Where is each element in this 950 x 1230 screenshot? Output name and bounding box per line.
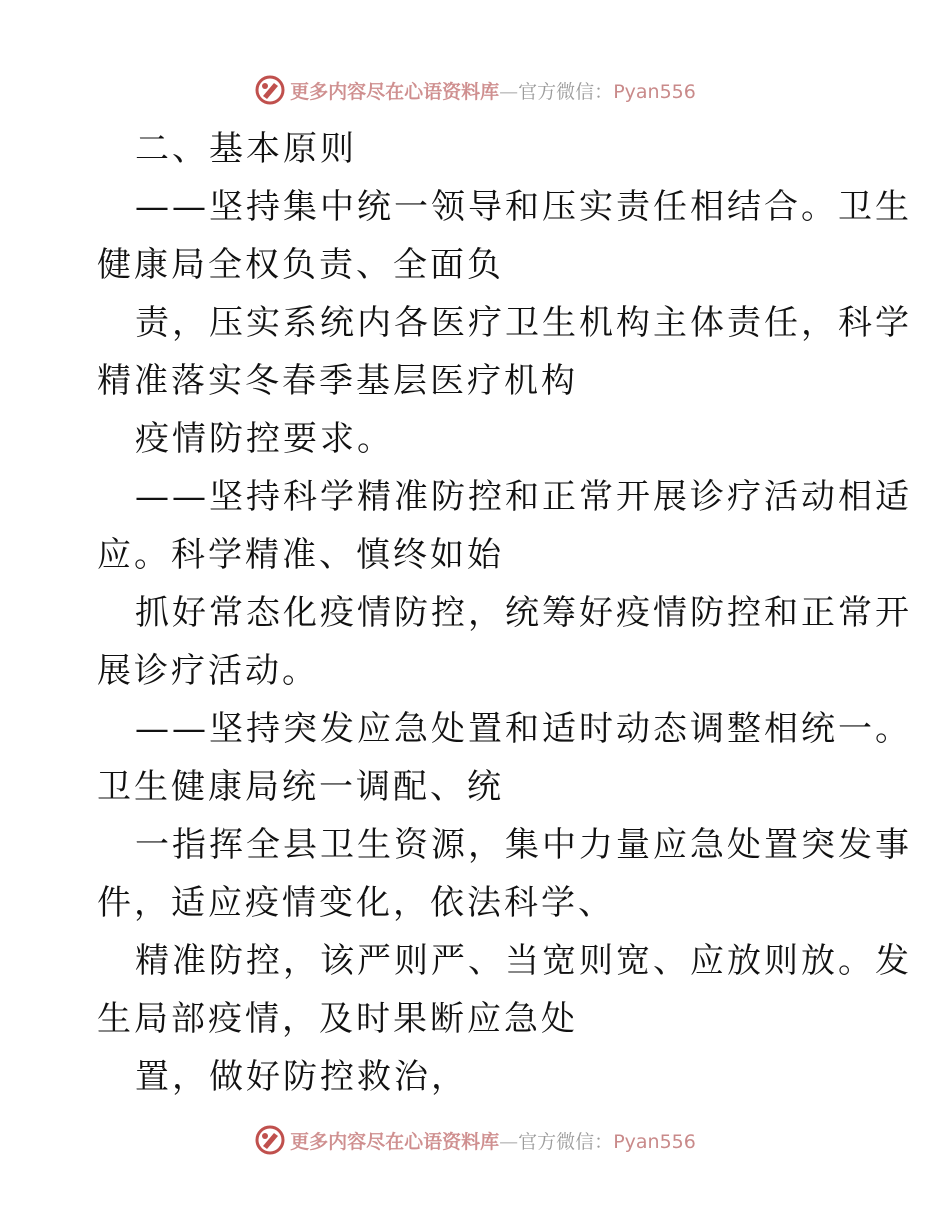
paragraph-line: 责，压实系统内各医疗卫生机构主体责任，科学 — [135, 303, 912, 343]
header-watermark — [0, 72, 950, 108]
watermark-wechat-id: Pyan556 — [613, 1130, 696, 1153]
brand-logo-icon — [254, 1124, 286, 1156]
paragraph-line: 展诊疗活动。 — [97, 651, 319, 691]
brand-logo-icon — [254, 74, 286, 106]
watermark-brand: 更多内容尽在心语资料库 — [290, 80, 500, 103]
paragraph-line: 卫生健康局统一调配、统 — [97, 767, 504, 807]
paragraph-line: 健康局全权负责、全面负 — [97, 245, 504, 285]
section-heading: 二、基本原则 — [135, 129, 357, 169]
paragraph-line: 一指挥全县卫生资源，集中力量应急处置突发事 — [135, 825, 912, 865]
watermark-dash: — — [499, 1130, 519, 1153]
watermark-text — [290, 77, 696, 104]
paragraph-line: 精准落实冬春季基层医疗机构 — [97, 361, 578, 401]
footer-watermark — [0, 1122, 950, 1158]
watermark-wechat-id: Pyan556 — [613, 80, 696, 103]
watermark-brand: 更多内容尽在心语资料库 — [290, 1130, 500, 1153]
paragraph-line: 应。科学精准、慎终如始 — [97, 535, 504, 575]
paragraph-line: 疫情防控要求。 — [135, 419, 394, 459]
watermark-wechat-label: 官方微信： — [518, 1130, 614, 1153]
paragraph-line: 精准防控，该严则严、当宽则宽、应放则放。发 — [135, 941, 912, 981]
paragraph-line: ——坚持科学精准防控和正常开展诊疗活动相适 — [135, 477, 912, 517]
watermark-text — [290, 1127, 696, 1154]
watermark-wechat-label: 官方微信： — [518, 80, 614, 103]
paragraph-line: ——坚持集中统一领导和压实责任相结合。卫生 — [135, 187, 912, 227]
document-body — [97, 120, 912, 1106]
watermark-dash: — — [499, 80, 519, 103]
paragraph-line: 件，适应疫情变化，依法科学、 — [97, 883, 615, 923]
paragraph-line: ——坚持突发应急处置和适时动态调整相统一。 — [135, 709, 912, 749]
paragraph-line: 生局部疫情，及时果断应急处 — [97, 999, 578, 1039]
paragraph-line: 抓好常态化疫情防控，统筹好疫情防控和正常开 — [135, 593, 912, 633]
paragraph-line: 置，做好防控救治， — [135, 1057, 468, 1097]
